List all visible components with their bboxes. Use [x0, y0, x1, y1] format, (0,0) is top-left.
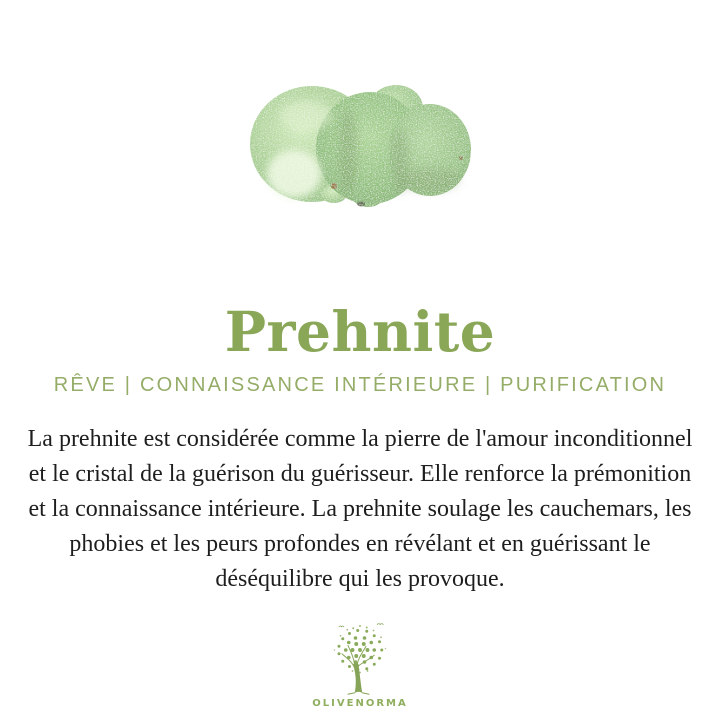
- brand-name: OLIVENORMA: [312, 698, 408, 709]
- stone-description: La prehnite est considérée comme la pierre de l'amour inconditionnel et le cristal de la guérison du guérisseur. Elle renforce la prémonition et la connaissance intérieure. La prehnite soulage les cauchemars, les phobies et les peurs profondes en révélant et en guérissant le déséquilibre qui les provoque.: [27, 426, 693, 592]
- prehnite-stone-image: [248, 82, 472, 210]
- olive-tree-icon: [321, 623, 399, 695]
- stone-name-title: Prehnite: [224, 299, 496, 364]
- prehnite-stone-illustration: [248, 82, 472, 210]
- brand-logo: [312, 623, 407, 709]
- stone-keywords: RÊVE | CONNAISSANCE INTÉRIEURE | PURIFICATION: [53, 374, 667, 396]
